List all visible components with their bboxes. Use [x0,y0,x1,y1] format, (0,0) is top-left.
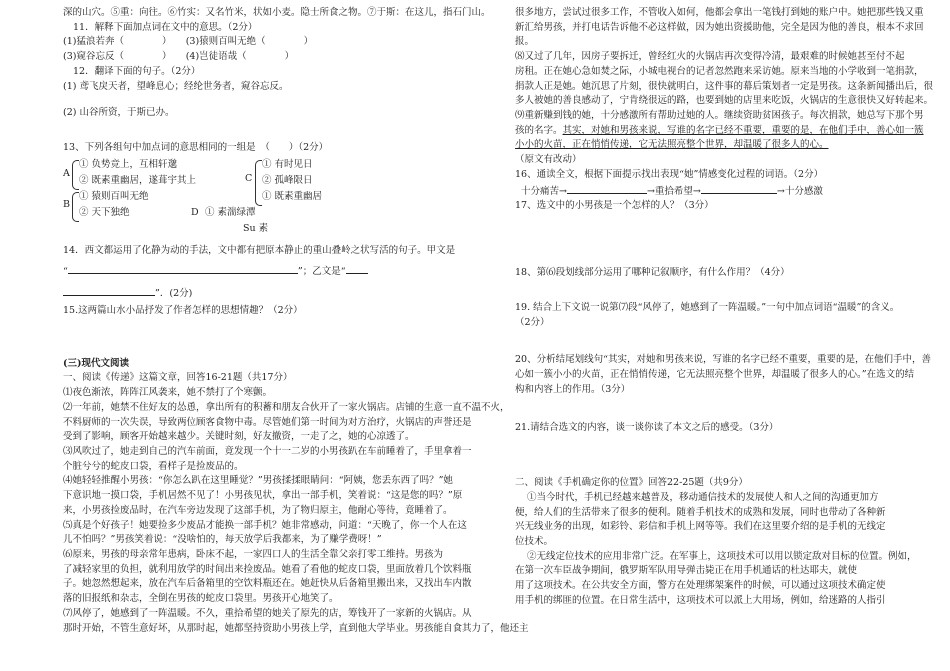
para-5b: 儿不怕吗？”男孩笑着说：“没啥怕的，每天放学后我都来，为了赚学费呀！” [63,534,382,546]
brace-b [72,192,79,222]
article-p2c: 用了这项技术。在公共安全方面，警方在处理绑架案件的时候，可以通过这项技术确定使 [515,580,886,592]
brace-a [72,160,79,190]
para-5a: ⑸真是个好孩子！她要捡多少废品才能换一部手机？她非常感动，问道：“天晚了，你一个人在这 [63,519,467,531]
q13-label-c: C [245,172,253,184]
q16-stem: 16、通读全文，根据下面提示找出表现“她”情感变化过程的词语。（2分） [515,168,824,180]
para-2c: 受到了影响，顾客开始越来越少。关键时刻，好友撤资，一走了之，她的心凉透了。 [63,431,415,443]
q11-stem: 11．解释下面加点词在文中的意思。（2分） [73,21,258,33]
section3-title: (三)现代文阅读 [63,357,129,369]
q12-sentence-2: (2) 山谷所资，于斯已办。 [63,107,175,119]
q12-sentence-1: (1) 鸢飞戾天者，望峰息心；经纶世务者，窥谷忘反。 [63,80,289,92]
article-p1c: 兴无线业务的出现，如彩铃、彩信和手机上网等等。我们在这里要介绍的是手机的无线定 [515,521,886,533]
right-column [515,6,934,609]
q13-option-a2: ② 既素重幽居，遂葺宇其上 [79,174,197,186]
q20-stem-3: 构和内容上的作用。（3分） [515,383,631,395]
q13-option-c3: ① 既素重幽居 [262,190,323,202]
para-3a: ⑶风吹过了，她走到自己的汽车前面，竟发现一个十一二岁的小男孩趴在车前睡着了，手里拿着一 [63,445,472,457]
para-9b-plain: 孩的名字。 [515,124,563,136]
para-7d: 新汇给男孩，并打电话告诉他不必这样做，因为她出资援助他，完全是因为他的善良，根本不求回 [515,21,924,33]
para-6c: 子。她忽然想起来，放在汽车后备箱里的空饮料瓶还在。她赶快从后备箱里搬出来，又找出车内散 [63,578,472,590]
q16-blank-2 [701,183,777,194]
q13-option-d1: ① 素湍绿潭 [205,206,256,218]
q14-line-2 [63,263,468,280]
q15-stem: 15.这两篇山水小品抒发了作者怎样的思想情趣？（2分） [63,304,303,316]
para-9c-underlined: 小小的火苗，正在悄悄传递，它无法照亮整个世界，却温暖了很多人的心。 [515,139,829,151]
article-p1d: 位技术。 [515,535,554,547]
section2-lead: 二、阅读《手机确定你的位置》回答22-25题（共9分） [515,477,748,489]
q13-stem: 13、下列各组句中加点词的意思相同的一组是 （ ）（2分） [63,142,329,154]
para-9b-underlined: 其实，对她和男孩来说，写谁的名字已经不重要，重要的是，在他们手中，善心如一簇 [562,124,924,136]
article-p1b: 便，给人们的生活带来了很多的便利。随着手机技术的成熟和发展，同时也带动了各种新 [515,506,886,518]
para-8d: 多人被她的善良感动了，宁肯绕很远的路，也要到她的店里来吃饭，火锅店的生意很快又好转起来。 [515,95,934,107]
q16-flow-mid: →重拾希望→ [646,185,701,197]
para-4a: ⑷她轻轻推醒小男孩：“你怎么趴在这里睡觉？”男孩揉揉眼睛问：“阿姨，您丢东西了吗？”她 [63,475,453,487]
q18-stem: 18、第⑹段划线部分运用了哪种记叙顺序，有什么作用？（4分） [515,267,790,279]
q16-flow [515,183,910,200]
q20-stem-2: 心如一簇小小的火苗，正在悄悄传递，它无法照亮整个世界，却温暖了很多人的心。”在选文的结 [515,368,915,380]
para-8b: 房租。正在她心急如焚之际，小城电视台的记者忽然跑来采访她。原来当地的小学收到一笔捐款， [515,65,924,77]
q16-blank-1 [567,183,647,194]
para-8c: 捐款人正是她。她沉思了片刻，很快就明白，这件事的幕后策划者一定是男孩。这条新闻播出后，很 [515,80,934,92]
q14-stem: 14．西文都运用了化静为动的手法，文中都有把原本静止的重山叠岭之状写活的句子。甲文是 [63,244,456,256]
para-7e: 报。 [515,36,535,48]
source-note: （原文有改动） [515,154,582,166]
article-p2b: 在第一次车臣战争期间，俄罗斯军队用导弹击毙正在用手机通话的杜达耶夫，就使 [515,565,858,577]
para-7b: 那时开始，不管生意好坏，从那时起，她都坚持资助小男孩上学，直到他大学毕业。男孩能自食其力了，他还主 [63,622,529,634]
q14-blank-3 [63,285,155,296]
q20-stem-1: 20、分析结尾划线句“其实，对她和男孩来说，写谁的名字已经不重要，重要的是，在他们手中，善 [515,354,931,366]
q19-stem-2: （2分） [515,316,550,328]
section3-lead: 一、阅读《传递》这篇文章，回答16-21题（共17分） [63,372,293,384]
q11-row-2: (3)窥谷忘反（ ） (4)岂徒语哉（ ） [63,51,295,63]
para-7c: 很多地方，尝试过很多工作，不管收入如何，他都会拿出一笔钱打到她的账户中。她把那些钱又重 [515,7,924,18]
q13-option-c1: ① 有时见日 [262,158,313,170]
q13-option-c2: ② 孤峰限日 [262,174,313,186]
q17-stem: 17、选文中的小男孩是一个怎样的人？（3分） [515,200,714,212]
q12-stem: 12．翻译下面的句子。（2分） [73,65,201,77]
q13-option-b1: ① 猿则百叫无绝 [79,190,149,202]
article-p2a: ②无线定位技术的应用非常广泛。在军事上，这项技术可以用以锁定敌对目标的位置。例如， [527,550,917,562]
q13-option-d2: Su 素 [243,222,269,234]
q13-options [63,158,468,234]
para-2b: 不料厨师的一次失误，导致两位顾客食物中毒。尽管她们第一时间为对方治疗，火锅店的声誉还是 [63,416,472,428]
q14-line-3 [63,285,468,302]
para-6b: 了减轻家里的负担，就利用放学的时间出来捡废品。她看了看他的蛇皮口袋，里面放着几个饮料瓶 [63,563,472,575]
para-3b: 个脏兮兮的蛇皮口袋，看样子是捡废品的。 [63,460,244,472]
para-1: ⑴夜色渐浓，阵阵江风袭来，她不禁打了个寒颤。 [63,387,273,399]
para-6a: ⑹原来，男孩的母亲常年患病，卧床不起，一家四口人的生活全靠父亲打零工维持。男孩为 [63,548,444,560]
q14-quote-open: “ [63,266,68,278]
q13-label-b: B [63,198,70,210]
q13-label-d: D [191,206,199,218]
q13-option-a1: ① 负势竞上，互相轩邈 [79,158,178,170]
brace-c [255,160,262,206]
para-9a: ⑼重新赚到钱的她，十分感激所有帮助过她的人。继续资助贫困孩子。每次捐款，她总写下那个男 [515,110,924,122]
annotation-tail: 深的山穴。⑤重：向往。⑥竹实：又名竹米，状如小麦。隐士所食之物。⑦于斯：在这儿，指石门山。 [63,7,491,18]
q14-quote-mid: ”；乙文是“ [297,266,346,278]
q16-flow-start: 十分痛苦→ [521,185,567,197]
para-2a: ⑵一年前，她禁不住好友的怂恿，拿出所有的积蓄和朋友合伙开了一家火锅店。店铺的生意一直不温不火， [63,401,510,413]
left-column [63,6,529,636]
q13-option-b2: ② 天下独绝 [79,206,130,218]
q11-row-1: (1)猛浪若奔（ ） (3)猿则百叫无绝（ ） [63,36,314,48]
para-7a: ⑺风停了，她感到了一阵温暖。不久，重拾希望的她关了原先的店，筹钱开了一家新的火锅店。从 [63,607,472,619]
article-p2d: 用手机的绑匪的位置。在日常生活中，这项技术可以派上大用场，例如，给迷路的人指引 [515,594,886,606]
q13-label-a: A [63,167,70,179]
q19-stem-1: 19. 结合上下文说一说第⑺段“风停了，她感到了一阵温暖。”一句中加点词语“温暖”的含义。 [515,301,900,313]
para-4b: 下意识地一摸口袋，手机居然不见了！小男孩见状，拿出一部手机，笑着说：“这是您的吗？”原 [63,490,463,502]
para-6d: 落的旧报纸和杂志，全倒在男孩的蛇皮口袋里。男孩开心地笑了。 [63,593,339,605]
para-8a: ⑻又过了几年，因房子要拆迁，曾经红火的火锅店再次变得冷清，最艰难的时候她甚至付不起 [515,51,905,63]
para-9b [515,124,924,139]
q16-flow-end: →十分感激 [776,185,823,197]
q21-stem: 21.请结合选文的内容，谈一谈你读了本文之后的感受。（3分） [515,422,779,434]
q14-quote-end: ”．(2分) [155,288,193,300]
q14-blank-2 [346,263,368,274]
article-p1a: ①当今时代，手机已经越来越普及，移动通信技术的发展使人和人之间的沟通更加方 [527,491,879,503]
q14-blank-1 [68,263,298,274]
para-4c: 来，小男孩捡废品时，在汽车旁边发现了这部手机，为了物归原主，他耐心等待，竟睡着了。 [63,504,453,516]
